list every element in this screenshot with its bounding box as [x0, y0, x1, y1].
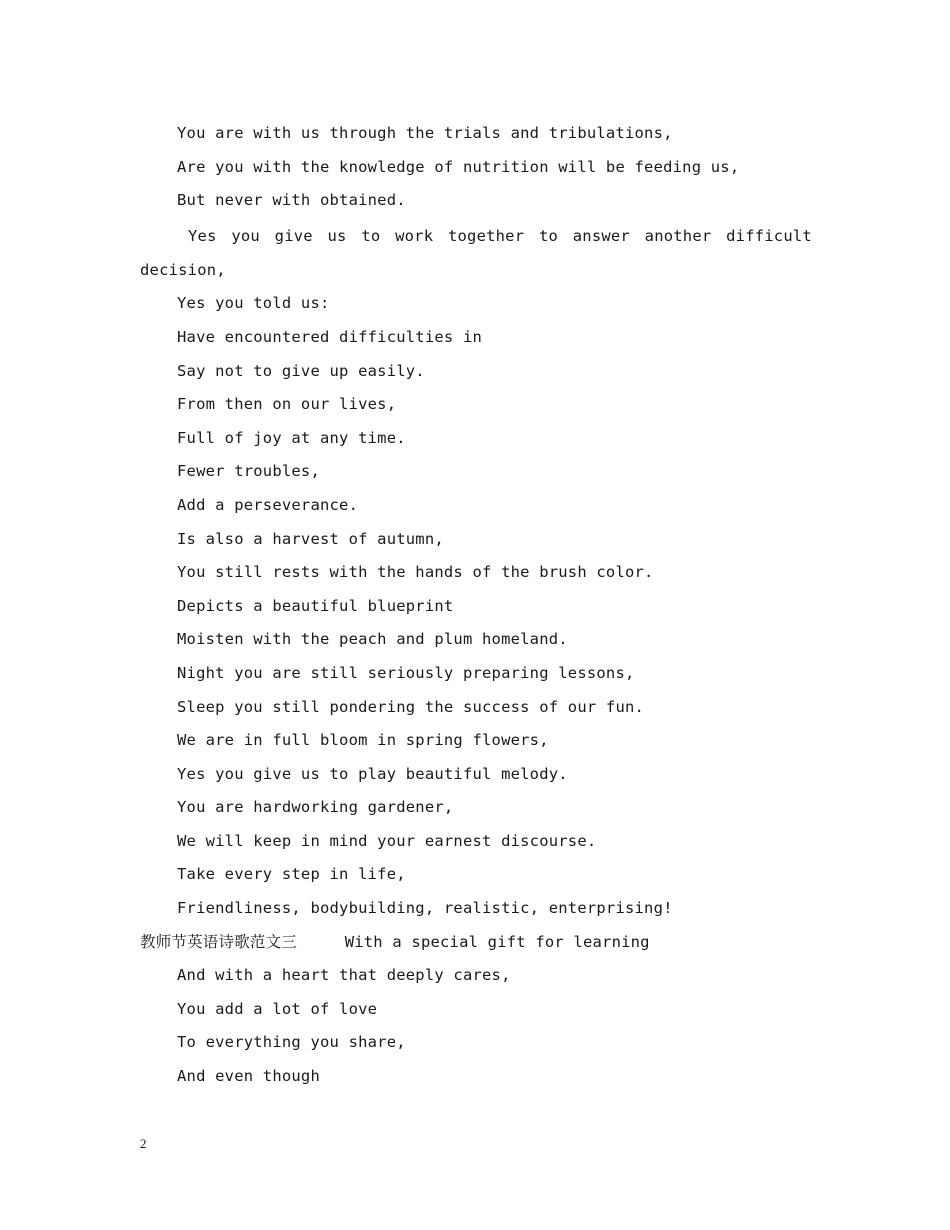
poem-line: Sleep you still pondering the success of our fun. — [177, 697, 645, 716]
poem-word: answer — [572, 226, 630, 245]
poem-word: us — [327, 226, 347, 245]
poem-line: Fewer troubles, — [177, 462, 320, 481]
poem-line: You still rests with the hands of the brush color. — [177, 563, 654, 582]
poem-justified-line — [140, 218, 812, 254]
poem-line: Is also a harvest of autumn, — [177, 529, 444, 548]
poem-line: Night you are still seriously preparing lessons, — [177, 663, 635, 682]
section-heading: 教师节英语诗歌范文三 — [140, 932, 298, 951]
poem-line: And even though — [177, 1067, 320, 1086]
poem-line: You are hardworking gardener, — [177, 798, 454, 817]
poem-word: to — [361, 226, 381, 245]
poem-line: But never with obtained. — [177, 191, 406, 210]
poem-word: together — [447, 226, 525, 245]
poem-line: To everything you share, — [177, 1033, 406, 1052]
section-first-line: With a special gift for learning — [344, 932, 650, 951]
poem-text-block — [140, 117, 812, 1094]
poem-line: You add a lot of love — [177, 999, 378, 1018]
poem-line: From then on our lives, — [177, 395, 397, 414]
poem-line: And with a heart that deeply cares, — [177, 966, 511, 985]
poem-word: another — [644, 226, 712, 245]
section-heading-line — [140, 926, 812, 960]
poem-word: work — [395, 226, 434, 245]
poem-line: Full of joy at any time. — [177, 428, 406, 447]
poem-word: give — [274, 226, 313, 245]
poem-line: Depicts a beautiful blueprint — [177, 596, 454, 615]
poem-word: you — [231, 226, 260, 245]
poem-word: difficult — [726, 226, 812, 245]
poem-word: Yes — [188, 226, 217, 245]
poem-line: Yes you give us to play beautiful melody. — [177, 764, 568, 783]
poem-line: We will keep in mind your earnest discourse. — [177, 831, 597, 850]
poem-line: Take every step in life, — [177, 865, 406, 884]
poem-continuation-line: decision, — [140, 260, 226, 279]
poem-line: Have encountered difficulties in — [177, 327, 483, 346]
poem-line: Yes you told us: — [177, 294, 330, 313]
page-number: 2 — [140, 1136, 147, 1151]
poem-line: Say not to give up easily. — [177, 361, 425, 380]
poem-line: We are in full bloom in spring flowers, — [177, 731, 549, 750]
poem-line: Are you with the knowledge of nutrition will be feeding us, — [177, 157, 740, 176]
poem-word: to — [538, 226, 559, 245]
poem-line: You are with us through the trials and tribulations, — [177, 124, 673, 142]
poem-line: Moisten with the peach and plum homeland. — [177, 630, 568, 649]
poem-line: Friendliness, bodybuilding, realistic, enterprising! — [177, 899, 673, 918]
poem-line: Add a perseverance. — [177, 495, 359, 514]
